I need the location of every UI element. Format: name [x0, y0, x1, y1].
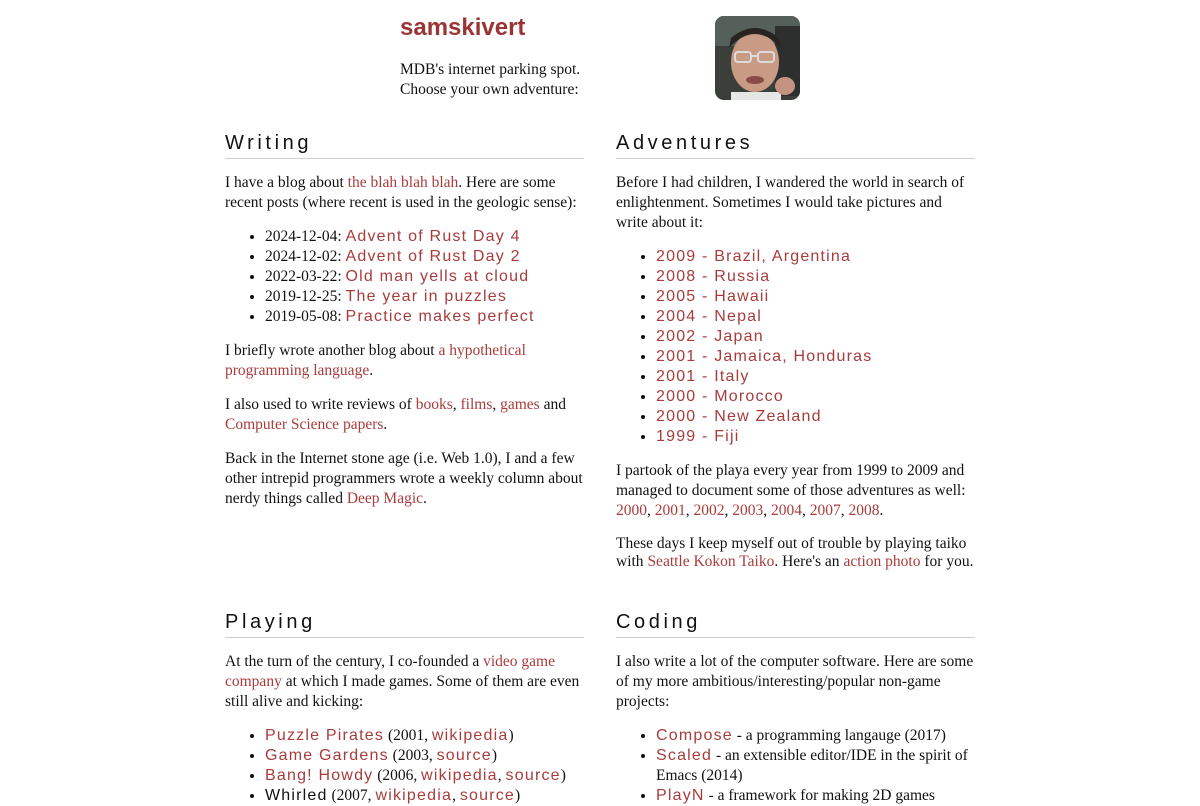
post-link[interactable]: The year in puzzles	[345, 288, 508, 305]
project-link[interactable]: PlayN	[656, 787, 705, 804]
project-desc: - an extensible editor/IDE in the spirit of Emacs (2014)	[656, 747, 968, 784]
language-blog-link[interactable]: a hypothetical programming language	[225, 342, 526, 379]
trip-item	[656, 387, 975, 407]
site-header	[400, 14, 800, 104]
playing-section	[225, 611, 584, 806]
game-meta-close: )	[560, 767, 566, 784]
playa-year-link[interactable]: 2000	[616, 502, 647, 519]
separator: ,	[840, 502, 849, 519]
playa-year-link[interactable]: 2008	[848, 502, 880, 519]
separator: ,	[492, 396, 501, 413]
adventures-intro: Before I had children, I wandered the world in search of enlightenment. Sometimes I would take pictures and write about it:	[616, 174, 965, 231]
project-item	[656, 786, 975, 806]
other-blog-text: I briefly wrote another blog about	[225, 342, 439, 359]
separator: ,	[497, 767, 506, 784]
action-photo-link[interactable]: action photo	[843, 553, 921, 570]
playa-paragraph	[616, 461, 975, 521]
trip-link[interactable]: 2008 - Russia	[656, 268, 771, 285]
post-item	[265, 267, 584, 287]
post-date: 2019-12-25:	[265, 288, 342, 305]
post-date: 2024-12-04:	[265, 228, 342, 245]
tagline-line-2: Choose your own adventure:	[400, 81, 579, 98]
post-item	[265, 247, 584, 267]
taiko-paragraph	[616, 535, 975, 571]
trip-link[interactable]: 2001 - Italy	[656, 368, 750, 385]
trip-link[interactable]: 2005 - Hawaii	[656, 288, 770, 305]
writing-heading: Writing	[225, 132, 584, 159]
project-desc: - a programming langauge (2017)	[732, 727, 946, 744]
separator: ,	[647, 502, 655, 519]
post-date: 2024-12-02:	[265, 248, 342, 265]
playing-intro	[225, 652, 584, 712]
playa-year-link[interactable]: 2003	[732, 502, 764, 519]
taiko-text-mid: . Here's an	[774, 553, 844, 570]
game-meta: (2001,	[384, 727, 432, 744]
game-link[interactable]: Game Gardens	[265, 747, 389, 764]
game-item	[265, 726, 584, 746]
game-item	[265, 786, 584, 806]
source-link[interactable]: source	[505, 767, 561, 784]
trip-link[interactable]: 1999 - Fiji	[656, 428, 740, 445]
post-item	[265, 287, 584, 307]
trips-list	[616, 247, 975, 447]
playa-year-link[interactable]: 2004	[771, 502, 802, 519]
trip-item	[656, 287, 975, 307]
game-item	[265, 746, 584, 766]
writing-intro	[225, 173, 584, 213]
tagline	[400, 60, 580, 100]
trip-link[interactable]: 2004 - Nepal	[656, 308, 763, 325]
playing-heading: Playing	[225, 611, 584, 638]
post-link[interactable]: Advent of Rust Day 4	[345, 228, 521, 245]
films-link[interactable]: films	[460, 396, 493, 413]
writing-intro-text: I have a blog about	[225, 174, 348, 191]
taiko-link[interactable]: Seattle Kokon Taiko	[647, 553, 775, 570]
post-link[interactable]: Old man yells at cloud	[345, 268, 530, 285]
post-link[interactable]: Practice makes perfect	[345, 308, 535, 325]
game-meta: (2007,	[327, 787, 376, 804]
reviews-paragraph	[225, 395, 584, 435]
wikipedia-link[interactable]: wikipedia	[375, 787, 453, 804]
adventures-heading: Adventures	[616, 132, 975, 159]
source-link[interactable]: source	[459, 787, 516, 804]
playa-year-link[interactable]: 2007	[809, 502, 841, 519]
wikipedia-link[interactable]: wikipedia	[431, 727, 509, 744]
playa-year-link[interactable]: 2001	[654, 502, 686, 519]
post-link[interactable]: Advent of Rust Day 2	[345, 248, 521, 265]
playing-intro-text-after: at which I made games. Some of them are even still alive and kicking:	[225, 673, 580, 710]
game-meta: (2006,	[373, 767, 422, 784]
separator: ,	[452, 396, 461, 413]
reviews-text: I also used to write reviews of	[225, 396, 416, 413]
avatar	[715, 16, 800, 100]
trip-item	[656, 427, 975, 447]
separator: ,	[452, 787, 460, 804]
game-meta-close: )	[491, 747, 497, 764]
project-desc: - a framework for making 2D games	[704, 787, 935, 804]
cs-papers-link[interactable]: Computer Science papers	[225, 416, 384, 433]
coding-heading: Coding	[616, 611, 975, 638]
separator: ,	[724, 502, 733, 519]
wikipedia-link[interactable]: wikipedia	[421, 767, 498, 784]
game-meta-close: )	[515, 787, 521, 804]
adventures-section	[616, 132, 975, 571]
trip-link[interactable]: 2002 - Japan	[656, 328, 764, 345]
playing-intro-text: At the turn of the century, I co-founded a	[225, 653, 484, 670]
playa-year-link[interactable]: 2002	[693, 502, 725, 519]
reviews-text-after: .	[383, 416, 388, 433]
games-list	[225, 726, 584, 806]
separator: ,	[802, 502, 810, 519]
trip-item	[656, 267, 975, 287]
game-company-link[interactable]: video game company	[225, 653, 555, 690]
trip-item	[656, 247, 975, 267]
playa-text-after: .	[879, 502, 884, 519]
trip-item	[656, 347, 975, 367]
games-link[interactable]: games	[500, 396, 540, 413]
other-blog-text-after: .	[369, 362, 374, 379]
other-blog-paragraph	[225, 341, 584, 381]
writing-section	[225, 132, 584, 509]
trip-link[interactable]: 2009 - Brazil, Argentina	[656, 248, 852, 265]
separator: ,	[685, 502, 694, 519]
writing-intro-text-after: . Here are some recent posts (where recent is used in the geologic sense):	[225, 174, 577, 211]
trip-item	[656, 407, 975, 427]
project-item	[656, 726, 975, 746]
tagline-line-1: MDB's internet parking spot.	[400, 61, 581, 78]
coding-section	[616, 611, 975, 806]
project-item	[656, 746, 975, 786]
post-date: 2022-03-22:	[265, 268, 342, 285]
trip-link[interactable]: 2001 - Jamaica, Honduras	[656, 348, 873, 365]
books-link[interactable]: books	[415, 396, 453, 413]
blog-link[interactable]: the blah blah blah	[347, 174, 459, 191]
reviews-and-text: and	[539, 396, 566, 413]
source-link[interactable]: source	[436, 747, 492, 764]
post-item	[265, 227, 584, 247]
trip-item	[656, 327, 975, 347]
post-date: 2019-05-08:	[265, 308, 342, 325]
trip-link[interactable]: 2000 - New Zealand	[656, 408, 822, 425]
project-link[interactable]: Scaled	[656, 747, 713, 764]
taiko-text: These days I keep myself out of trouble by playing taiko with	[616, 535, 967, 570]
site-title[interactable]: samskivert	[400, 14, 526, 41]
separator: ,	[763, 502, 771, 519]
trip-link[interactable]: 2000 - Morocco	[656, 388, 784, 405]
taiko-text-after: for you.	[920, 553, 974, 570]
game-meta-close: )	[508, 727, 514, 744]
game-name: Whirled	[265, 787, 328, 804]
game-meta: (2003,	[388, 747, 437, 764]
game-link[interactable]: Bang! Howdy	[265, 767, 374, 784]
trip-item	[656, 367, 975, 387]
recent-posts-list	[225, 227, 584, 327]
projects-list	[616, 726, 975, 806]
post-item	[265, 307, 584, 327]
deep-magic-paragraph	[225, 449, 584, 509]
game-item	[265, 766, 584, 786]
deep-magic-text: Back in the Internet stone age (i.e. Web 1.0), I and a few other intrepid programmers wrote a weekly column about nerdy things called	[225, 450, 583, 507]
deep-magic-text-after: .	[423, 490, 427, 507]
deep-magic-link[interactable]: Deep Magic	[346, 490, 424, 507]
trip-item	[656, 307, 975, 327]
coding-intro: I also write a lot of the computer software. Here are some of my more ambitious/interesting/popular non-game projects:	[616, 653, 974, 710]
game-link[interactable]: Puzzle Pirates	[265, 727, 385, 744]
playa-text: I partook of the playa every year from 1999 to 2009 and managed to document some of those adventures as well:	[616, 462, 966, 499]
project-link[interactable]: Compose	[656, 727, 733, 744]
